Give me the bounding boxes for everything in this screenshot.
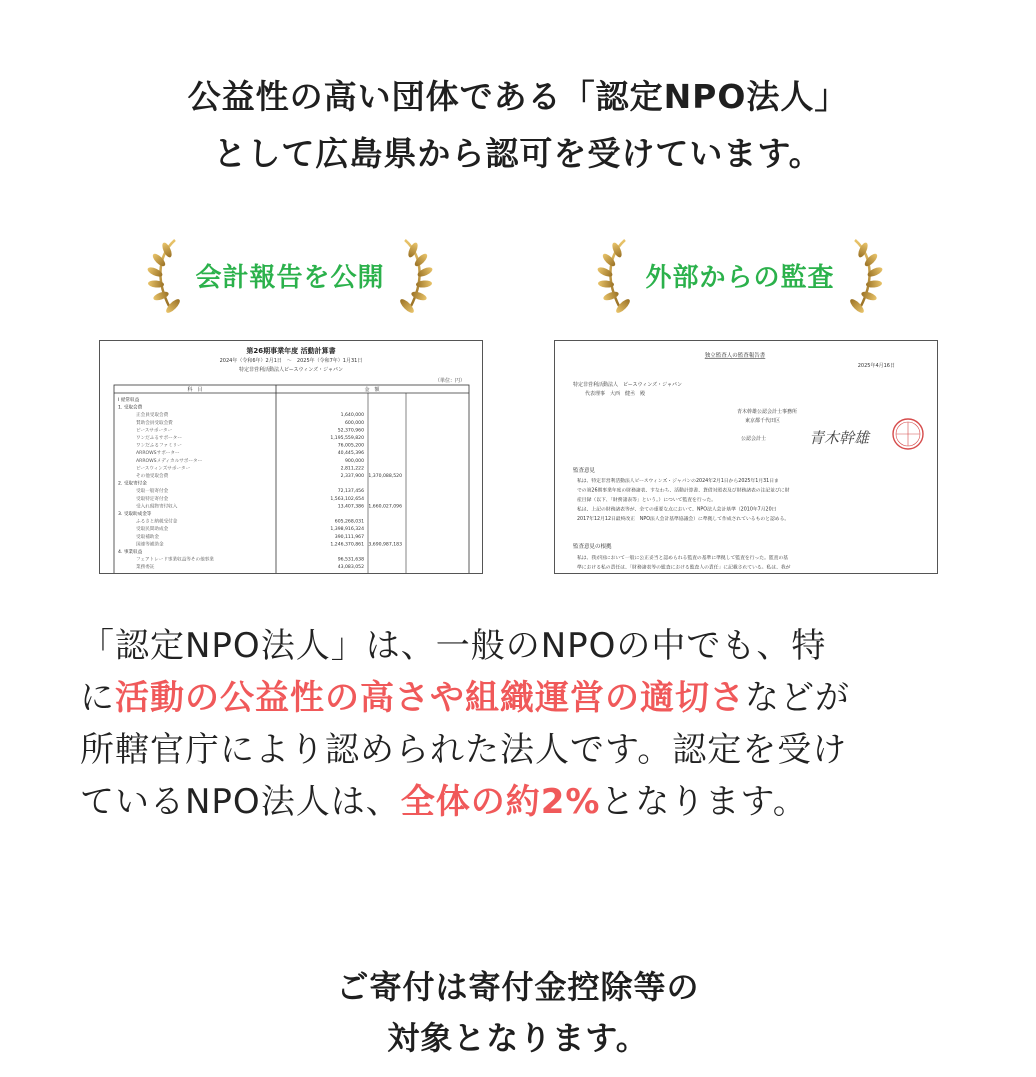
statement-row-label: フェアトレード事業収益等その他事業	[136, 557, 214, 563]
opinion-text-line: 産目録（以下、「財務諸表等」という。）について監査を行った。	[577, 498, 717, 503]
statement-row-label: 賛助会員受取会費	[136, 420, 173, 426]
statement-row-label: 受取民間助成金	[136, 527, 169, 533]
audit-report-sheet	[555, 341, 937, 573]
statement-row-subtotal: 1,660,027,096	[368, 504, 402, 510]
statement-row-label: ピースウィンズサポーター	[136, 466, 191, 472]
statement-unit: （単位：円）	[434, 378, 465, 384]
page-heading	[0, 68, 1036, 182]
basis-text-line: 準における私の責任は、「財務諸表等の監査における監査人の責任」に記載されている。私は、我が	[577, 565, 791, 571]
description-text: ているNPO法人は、	[80, 782, 401, 822]
audit-report-document	[554, 340, 938, 574]
statement-row-label: 1. 受取会費	[118, 405, 143, 411]
activity-statement-sheet	[100, 341, 482, 573]
statement-row-amount: 1,195,559,820	[330, 436, 364, 441]
tax-deduction-note	[0, 962, 1036, 1064]
description-text: などが	[745, 678, 850, 718]
column-item-header: 科 目	[187, 387, 203, 393]
opinion-text-line: 私は、特定非営利活動法人ピースウィンズ・ジャパンの2024年2月1日から2025年1月31日ま	[577, 479, 779, 484]
statement-title: 第26期事業年度 活動計算書	[246, 347, 336, 355]
badge-external-audit	[590, 236, 890, 314]
heading-line-2: として広島県から認可を受けています。	[213, 134, 823, 173]
statement-row-label: 4. 事業収益	[118, 550, 143, 555]
audit-addressee-1: 特定非営利活動法人 ピースウィンズ・ジャパン	[573, 382, 683, 388]
statement-row-subtotal: 1,370,088,520	[368, 474, 402, 479]
statement-row-label: その他受取会費	[136, 474, 169, 479]
statement-row-label: ワンだふるサポーター	[136, 436, 182, 441]
heading-line-1: 公益性の高い団体である「認定NPO法人」	[187, 77, 849, 116]
statement-row-amount: 1,640,000	[340, 413, 364, 419]
statement-row-label: ARROWSサポーター	[136, 451, 180, 457]
statement-row-label: 正会員受取会費	[136, 413, 169, 419]
audit-date: 2025年4月16日	[857, 363, 895, 369]
audit-location: 東京都千代田区	[745, 418, 781, 424]
statement-row-amount: 76,005,200	[337, 443, 364, 449]
description-text: に	[80, 678, 115, 718]
statement-row-label: 受取補助金	[136, 534, 159, 540]
auditor-signature: 青木幹雄	[809, 429, 870, 447]
laurel-right-icon	[391, 236, 435, 314]
closing-line-2: 対象となります。	[387, 1019, 649, 1057]
statement-row-amount: 43,083,052	[337, 565, 364, 571]
highlight-percentage: 全体の約2%	[400, 782, 601, 822]
statement-row-amount: 2,811,222	[340, 466, 364, 472]
description-line-4	[80, 776, 960, 828]
statement-org: 特定非営利活動法人ピースウィンズ・ジャパン	[238, 367, 344, 373]
description-line-1: 「認定NPO法人」は、一般のNPOの中でも、特	[80, 626, 827, 666]
basis-heading: 監査意見の根拠	[573, 544, 612, 550]
audit-firm: 青木幹雄公認会計士事務所	[737, 409, 798, 415]
opinion-text-line: 私は、上記の財務諸表等が、全ての重要な点において、NPO法人会計基準（2010年7月20日	[577, 507, 777, 513]
laurel-left-icon	[595, 236, 639, 314]
laurel-left-icon	[145, 236, 189, 314]
statement-row-amount: 72,137,456	[337, 489, 364, 495]
statement-row-label: Ⅰ 経常収益	[118, 398, 140, 403]
statement-row-amount: 605,268,031	[334, 519, 364, 525]
audit-role: 公認会計士	[741, 436, 767, 442]
statement-row-label: 業務委託	[136, 565, 155, 571]
statement-row-label: 国連等補助金	[136, 542, 164, 548]
statement-row-amount: 2,337,900	[340, 474, 364, 479]
statement-row-amount: 52,370,960	[337, 428, 364, 434]
statement-row-label: 受取特定寄付金	[136, 496, 169, 502]
statement-row-amount: 600,000	[345, 420, 364, 426]
highlight-public-benefit: 活動の公益性の高さや組織運営の適切さ	[115, 678, 745, 718]
activity-statement-document	[99, 340, 483, 574]
certified-npo-description	[80, 620, 960, 828]
statement-row-amount: 900,000	[345, 458, 364, 464]
description-line-3: 所轄官庁により認められた法人です。認定を受け	[80, 730, 848, 770]
statement-row-amount: 1,246,370,861	[330, 542, 364, 548]
badge-label: 会計報告を公開	[195, 262, 385, 293]
statement-row-label: 2. 受取寄付金	[118, 481, 147, 487]
description-line-2	[80, 672, 960, 724]
statement-row-label: 受入れ現物寄付収入	[136, 504, 178, 510]
basis-text-line: 私は、我が国において一般に公正妥当と認められる監査の基準に準拠して監査を行った。監査の基	[577, 556, 789, 561]
statement-row-amount: 390,111,967	[334, 534, 364, 540]
closing-line-1: ご寄付は寄付金控除等の	[336, 968, 700, 1006]
statement-row-subtotal: 3,690,987,183	[368, 542, 402, 548]
auditor-seal-icon	[893, 419, 923, 449]
statement-row-amount: 1,398,916,324	[330, 527, 364, 533]
statement-row-label: 受取一般寄付金	[136, 489, 169, 495]
laurel-right-icon	[841, 236, 885, 314]
description-text: となります。	[600, 782, 808, 822]
opinion-heading: 監査意見	[573, 468, 596, 474]
statement-row-label: ワンだふるファミリー	[136, 443, 182, 449]
opinion-text-line: での第26期事業年度の財務諸表、すなわち、活動計算書、貸借対照表及び財務諸表の注記並びに財	[577, 488, 790, 494]
statement-row-label: ARROWSメディカルサポーター	[136, 458, 203, 464]
audit-addressee-2: 代表理事 大西 健丞 殿	[585, 391, 646, 397]
statement-period: 2024年（令和6年）2月1日 ～ 2025年（令和7年）1月31日	[219, 358, 363, 364]
opinion-text-line: 2017年12月12日最終改正 NPO法人会計基準協議会）に準拠して作成されているものと認める。	[577, 517, 790, 522]
badge-accounting-report	[140, 236, 440, 314]
statement-row-amount: 40,445,396	[337, 451, 364, 457]
statement-row-label: 3. 受取助成金等	[118, 512, 152, 517]
statement-row-amount: 13,407,386	[337, 504, 364, 510]
statement-row-label: ピースサポーター	[136, 428, 173, 434]
statement-row-label: ふるさと納税受付金	[136, 519, 178, 525]
statement-row-amount: 1,563,102,654	[330, 496, 364, 502]
badge-label: 外部からの監査	[645, 262, 835, 293]
column-amount-header: 金 額	[364, 387, 380, 393]
audit-title: 独立監査人の監査報告書	[704, 353, 766, 359]
statement-row-amount: 96,531,638	[337, 557, 364, 563]
